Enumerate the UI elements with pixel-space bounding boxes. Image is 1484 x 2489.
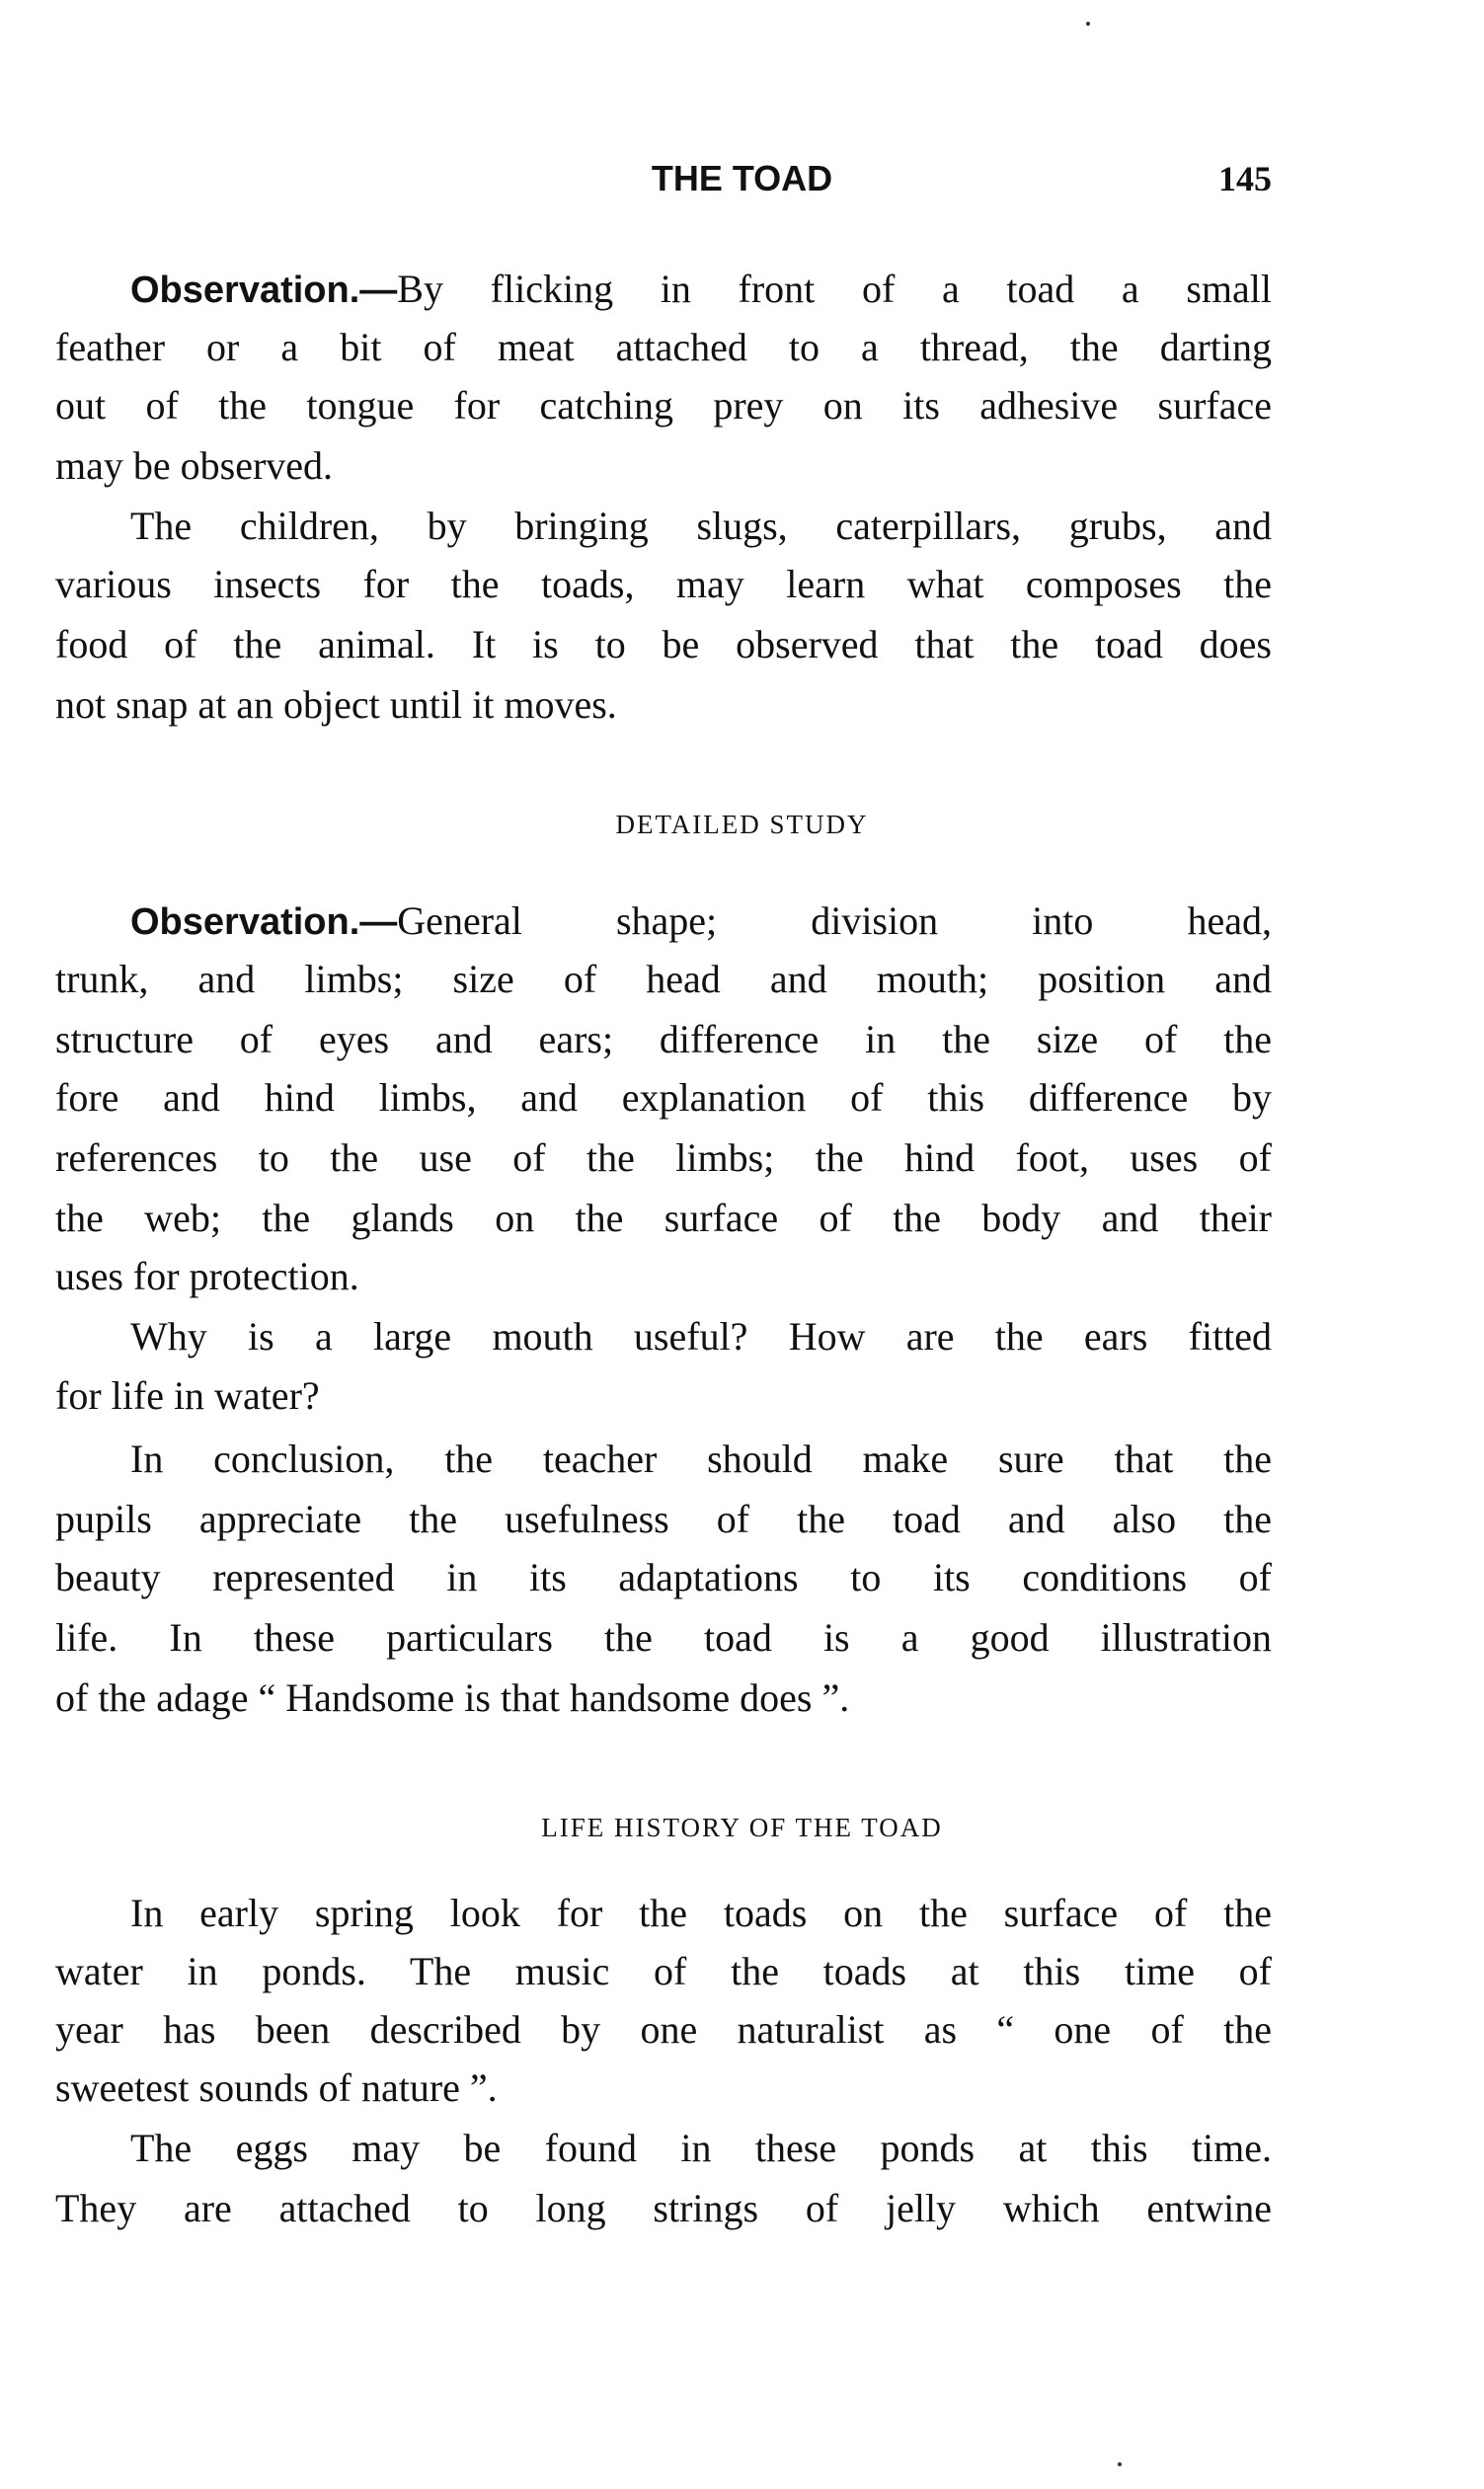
paragraph-line: year has been described by one naturalist as “ one of the [55, 2007, 1272, 2052]
paragraph-line [130, 892, 1272, 951]
paragraph-line: out of the tongue for catching prey on its adhesive surface [55, 383, 1272, 428]
paragraph-line: The eggs may be found in these ponds at this time. [130, 2126, 1272, 2170]
paragraph-line: uses for protection. [55, 1254, 359, 1298]
paragraph-line: The children, by bringing slugs, caterpillars, grubs, and [130, 504, 1272, 548]
observation-lead: Observation.— [130, 901, 398, 943]
paragraph-line: trunk, and limbs; size of head and mouth; position and [55, 957, 1272, 1001]
paragraph-line: references to the use of the limbs; the hind foot, uses of [55, 1135, 1272, 1180]
paragraph-line [130, 260, 1272, 319]
paragraph-line: of the adage “ Handsome is that handsome does ”. [55, 1675, 850, 1720]
paragraph-line: may be observed. [55, 443, 334, 488]
paragraph-line: life. In these particulars the toad is a good illustration [55, 1615, 1272, 1660]
page-number: 145 [1218, 159, 1272, 198]
observation-lead: Observation.— [130, 270, 398, 311]
paragraph-line: the web; the glands on the surface of the body and their [55, 1196, 1272, 1240]
paragraph-line: not snap at an object until it moves. [55, 682, 617, 727]
paragraph-line: structure of eyes and ears; difference in the size of the [55, 1017, 1272, 1061]
paragraph-line: In early spring look for the toads on the surface of the [130, 1891, 1272, 1935]
paragraph-line: Why is a large mouth useful? How are the ears fitted [130, 1314, 1272, 1359]
paragraph-line: feather or a bit of meat attached to a thread, the darting [55, 325, 1272, 369]
paragraph-line: They are attached to long strings of jelly which entwine [55, 2186, 1272, 2230]
paragraph-line: fore and hind limbs, and explanation of this difference by [55, 1075, 1272, 1120]
section-heading: DETAILED STUDY [615, 810, 869, 839]
scan-speck [1086, 22, 1090, 26]
paragraph-line: for life in water? [55, 1373, 320, 1418]
running-title: THE TOAD [651, 158, 833, 198]
paragraph-line: water in ponds. The music of the toads at this time of [55, 1949, 1272, 1993]
paragraph-line: beauty represented in its adaptations to its conditions of [55, 1555, 1272, 1599]
paragraph-line: pupils appreciate the usefulness of the toad and also the [55, 1497, 1272, 1541]
paragraph-line: food of the animal. It is to be observed that the toad does [55, 622, 1272, 666]
line-text: General shape; division into head, [397, 898, 1272, 943]
scan-speck [1118, 2462, 1122, 2466]
paragraph-line: sweetest sounds of nature ”. [55, 2065, 498, 2110]
paragraph-line: various insects for the toads, may learn what composes the [55, 562, 1272, 606]
paragraph-line: In conclusion, the teacher should make sure that the [130, 1437, 1272, 1481]
section-heading: LIFE HISTORY OF THE TOAD [541, 1813, 943, 1842]
line-text: By flicking in front of a toad a small [397, 267, 1272, 311]
